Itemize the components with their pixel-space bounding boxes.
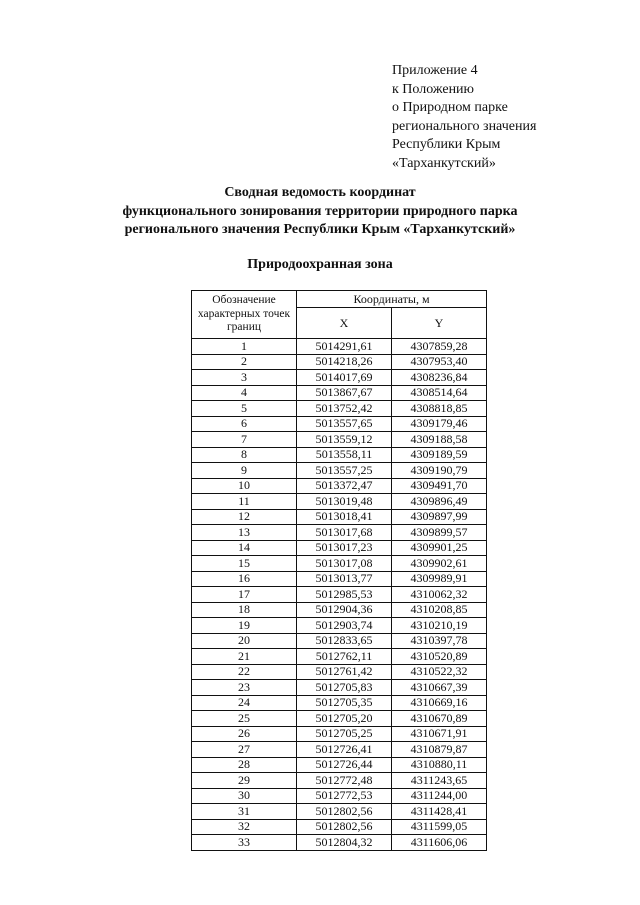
x-coordinate-cell: 5012705,83 [297, 680, 392, 696]
point-number-cell: 25 [192, 711, 297, 727]
point-number-cell: 5 [192, 401, 297, 417]
table-row [192, 401, 487, 417]
y-coordinate-cell: 4309491,70 [392, 478, 487, 494]
point-number-cell: 14 [192, 540, 297, 556]
title-line: регионального значения Республики Крым «Тарханкутский» [124, 222, 516, 238]
x-coordinate-cell: 5012772,53 [297, 788, 392, 804]
point-number-cell: 33 [192, 835, 297, 851]
point-number-cell: 22 [192, 664, 297, 680]
header-coordinates: Координаты, м [297, 291, 487, 308]
table-row [192, 571, 487, 587]
y-coordinate-cell: 4310520,89 [392, 649, 487, 665]
point-number-cell: 13 [192, 525, 297, 541]
point-number-cell: 29 [192, 773, 297, 789]
x-coordinate-cell: 5012762,11 [297, 649, 392, 665]
point-number-cell: 3 [192, 370, 297, 386]
y-coordinate-cell: 4309989,91 [392, 571, 487, 587]
x-coordinate-cell: 5012726,44 [297, 757, 392, 773]
point-number-cell: 9 [192, 463, 297, 479]
point-number-cell: 21 [192, 649, 297, 665]
table-row [192, 664, 487, 680]
title-line: функционального зонирования территории природного парка [122, 203, 518, 219]
point-number-cell: 10 [192, 478, 297, 494]
point-number-cell: 26 [192, 726, 297, 742]
appendix-line: регионального значения [392, 118, 537, 134]
x-coordinate-cell: 5013013,77 [297, 571, 392, 587]
document-title [0, 184, 640, 240]
title-line: Сводная ведомость координат [224, 185, 416, 200]
y-coordinate-cell: 4310667,39 [392, 680, 487, 696]
point-number-cell: 17 [192, 587, 297, 603]
table-row [192, 385, 487, 401]
table-body [192, 339, 487, 851]
y-coordinate-cell: 4311244,00 [392, 788, 487, 804]
header-y: Y [392, 308, 487, 339]
y-coordinate-cell: 4310397,78 [392, 633, 487, 649]
x-coordinate-cell: 5013019,48 [297, 494, 392, 510]
table-row [192, 416, 487, 432]
y-coordinate-cell: 4310671,91 [392, 726, 487, 742]
x-coordinate-cell: 5013372,47 [297, 478, 392, 494]
point-number-cell: 18 [192, 602, 297, 618]
x-coordinate-cell: 5012802,56 [297, 804, 392, 820]
y-coordinate-cell: 4309190,79 [392, 463, 487, 479]
point-number-cell: 19 [192, 618, 297, 634]
x-coordinate-cell: 5013557,65 [297, 416, 392, 432]
table-row [192, 757, 487, 773]
y-coordinate-cell: 4309179,46 [392, 416, 487, 432]
y-coordinate-cell: 4311599,05 [392, 819, 487, 835]
point-number-cell: 8 [192, 447, 297, 463]
y-coordinate-cell: 4310669,16 [392, 695, 487, 711]
y-coordinate-cell: 4311606,06 [392, 835, 487, 851]
x-coordinate-cell: 5013559,12 [297, 432, 392, 448]
appendix-line: к Положению [392, 81, 475, 97]
y-coordinate-cell: 4309897,99 [392, 509, 487, 525]
y-coordinate-cell: 4310062,32 [392, 587, 487, 603]
y-coordinate-cell: 4308514,64 [392, 385, 487, 401]
table-row [192, 804, 487, 820]
y-coordinate-cell: 4307859,28 [392, 339, 487, 355]
point-number-cell: 1 [192, 339, 297, 355]
table-row [192, 711, 487, 727]
y-coordinate-cell: 4309188,58 [392, 432, 487, 448]
point-number-cell: 24 [192, 695, 297, 711]
x-coordinate-cell: 5012726,41 [297, 742, 392, 758]
table-row [192, 447, 487, 463]
table-row [192, 695, 487, 711]
table-row [192, 680, 487, 696]
x-coordinate-cell: 5013018,41 [297, 509, 392, 525]
point-number-cell: 31 [192, 804, 297, 820]
y-coordinate-cell: 4310208,85 [392, 602, 487, 618]
x-coordinate-cell: 5013017,68 [297, 525, 392, 541]
x-coordinate-cell: 5012985,53 [297, 587, 392, 603]
x-coordinate-cell: 5012772,48 [297, 773, 392, 789]
y-coordinate-cell: 4310670,89 [392, 711, 487, 727]
point-number-cell: 2 [192, 354, 297, 370]
point-number-cell: 12 [192, 509, 297, 525]
y-coordinate-cell: 4309896,49 [392, 494, 487, 510]
point-number-cell: 30 [192, 788, 297, 804]
table-row [192, 649, 487, 665]
appendix-line: Республики Крым [392, 137, 501, 153]
y-coordinate-cell: 4311243,65 [392, 773, 487, 789]
table-row [192, 354, 487, 370]
table-row [192, 788, 487, 804]
y-coordinate-cell: 4307953,40 [392, 354, 487, 370]
point-number-cell: 7 [192, 432, 297, 448]
x-coordinate-cell: 5012804,32 [297, 835, 392, 851]
table-row [192, 742, 487, 758]
x-coordinate-cell: 5012705,35 [297, 695, 392, 711]
table-row [192, 540, 487, 556]
point-number-cell: 27 [192, 742, 297, 758]
appendix-note [392, 62, 536, 174]
table-row [192, 633, 487, 649]
table-row [192, 819, 487, 835]
table-row [192, 726, 487, 742]
point-number-cell: 28 [192, 757, 297, 773]
y-coordinate-cell: 4310879,87 [392, 742, 487, 758]
point-number-cell: 6 [192, 416, 297, 432]
y-coordinate-cell: 4311428,41 [392, 804, 487, 820]
x-coordinate-cell: 5012903,74 [297, 618, 392, 634]
y-coordinate-cell: 4309899,57 [392, 525, 487, 541]
appendix-line: «Тарханкутский» [392, 155, 496, 171]
y-coordinate-cell: 4308236,84 [392, 370, 487, 386]
x-coordinate-cell: 5013752,42 [297, 401, 392, 417]
x-coordinate-cell: 5012761,42 [297, 664, 392, 680]
point-number-cell: 11 [192, 494, 297, 510]
y-coordinate-cell: 4310880,11 [392, 757, 487, 773]
y-coordinate-cell: 4309902,61 [392, 556, 487, 572]
table-row [192, 339, 487, 355]
x-coordinate-cell: 5012833,65 [297, 633, 392, 649]
table-row [192, 478, 487, 494]
point-number-cell: 20 [192, 633, 297, 649]
table-row [192, 370, 487, 386]
table-row [192, 463, 487, 479]
table-row [192, 602, 487, 618]
table-row [192, 835, 487, 851]
coordinates-table [191, 290, 487, 851]
x-coordinate-cell: 5013558,11 [297, 447, 392, 463]
appendix-line: о Природном парке [392, 100, 508, 116]
y-coordinate-cell: 4310210,19 [392, 618, 487, 634]
y-coordinate-cell: 4309189,59 [392, 447, 487, 463]
zone-subtitle: Природоохранная зона [247, 257, 393, 272]
x-coordinate-cell: 5012904,36 [297, 602, 392, 618]
table-row [192, 773, 487, 789]
y-coordinate-cell: 4310522,32 [392, 664, 487, 680]
x-coordinate-cell: 5012705,25 [297, 726, 392, 742]
point-number-cell: 23 [192, 680, 297, 696]
table-row [192, 432, 487, 448]
header-x: X [297, 308, 392, 339]
table-row [192, 556, 487, 572]
table-row [192, 494, 487, 510]
x-coordinate-cell: 5012802,56 [297, 819, 392, 835]
appendix-line: Приложение 4 [392, 63, 478, 78]
header-point-designation: Обозначение характерных точек границ [192, 291, 297, 339]
table-row [192, 509, 487, 525]
x-coordinate-cell: 5013557,25 [297, 463, 392, 479]
x-coordinate-cell: 5014291,61 [297, 339, 392, 355]
table-row [192, 618, 487, 634]
x-coordinate-cell: 5013867,67 [297, 385, 392, 401]
x-coordinate-cell: 5013017,08 [297, 556, 392, 572]
x-coordinate-cell: 5013017,23 [297, 540, 392, 556]
point-number-cell: 16 [192, 571, 297, 587]
y-coordinate-cell: 4308818,85 [392, 401, 487, 417]
point-number-cell: 4 [192, 385, 297, 401]
x-coordinate-cell: 5014017,69 [297, 370, 392, 386]
table-row [192, 525, 487, 541]
x-coordinate-cell: 5014218,26 [297, 354, 392, 370]
point-number-cell: 32 [192, 819, 297, 835]
y-coordinate-cell: 4309901,25 [392, 540, 487, 556]
x-coordinate-cell: 5012705,20 [297, 711, 392, 727]
table-row [192, 587, 487, 603]
point-number-cell: 15 [192, 556, 297, 572]
